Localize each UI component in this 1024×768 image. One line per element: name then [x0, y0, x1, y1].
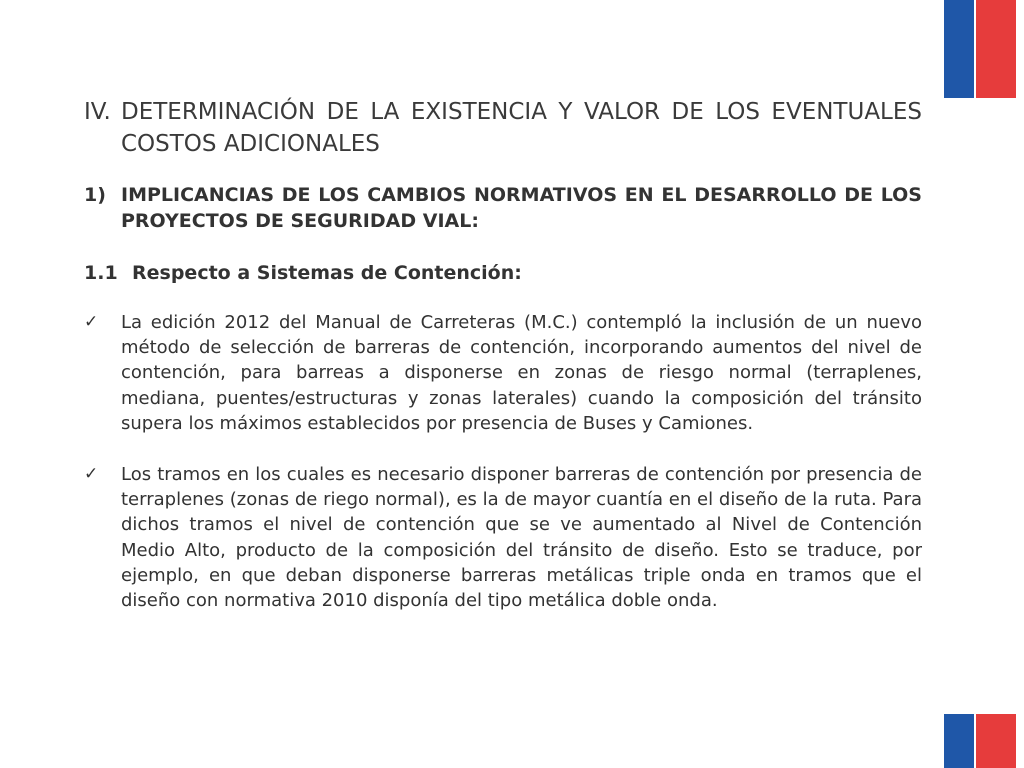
checkmark-icon: ✓ [84, 312, 99, 332]
heading-number: IV. [84, 99, 111, 125]
bullet-text: La edición 2012 del Manual de Carreteras (M.C.) contempló la inclusión de un nuevo método de selección de barreras de contención, incorporando aumentos del nivel de contención, para barreas a disponerse en zonas de riesgo normal (terraplenes, mediana, puentes/estructuras y zonas laterales) cuando la composición del tránsito supera los máximos establecidos por presencia de Buses y Camiones. [121, 312, 922, 434]
subheading-number: 1) [84, 184, 106, 206]
flag-red-stripe [976, 0, 1016, 98]
slide-heading [84, 96, 922, 160]
bullet-item [84, 462, 922, 613]
section-heading [84, 260, 922, 286]
flag-decoration-bottom [944, 714, 1016, 768]
section-title: Respecto a Sistemas de Contención: [132, 262, 522, 284]
section-number: 1.1 [84, 262, 118, 284]
heading-title: DETERMINACIÓN DE LA EXISTENCIA Y VALOR DE LOS EVENTUALES COSTOS ADICIONALES [121, 99, 922, 157]
flag-red-stripe [976, 714, 1016, 768]
flag-blue-stripe [944, 0, 974, 98]
slide-content [84, 96, 922, 613]
bullet-text: Los tramos en los cuales es necesario disponer barreras de contención por presencia de terraplenes (zonas de riego normal), es la de mayor cuantía en el diseño de la ruta. Para dichos tramos el nivel de contención que se ve aumentado al Nivel de Contención Medio Alto, producto de la composición del tránsito de diseño. Esto se traduce, por ejemplo, en que deban disponerse barreras metálicas triple onda en tramos que el diseño con normativa 2010 disponía del tipo metálica doble onda. [121, 464, 922, 612]
flag-decoration-top [944, 0, 1016, 98]
checkmark-icon: ✓ [84, 464, 99, 485]
bullet-item [84, 310, 922, 436]
subheading-title: IMPLICANCIAS DE LOS CAMBIOS NORMATIVOS EN EL DESARROLLO DE LOS PROYECTOS DE SEGURIDAD VIAL: [121, 184, 922, 232]
subheading [84, 182, 922, 234]
flag-blue-stripe [944, 714, 974, 768]
